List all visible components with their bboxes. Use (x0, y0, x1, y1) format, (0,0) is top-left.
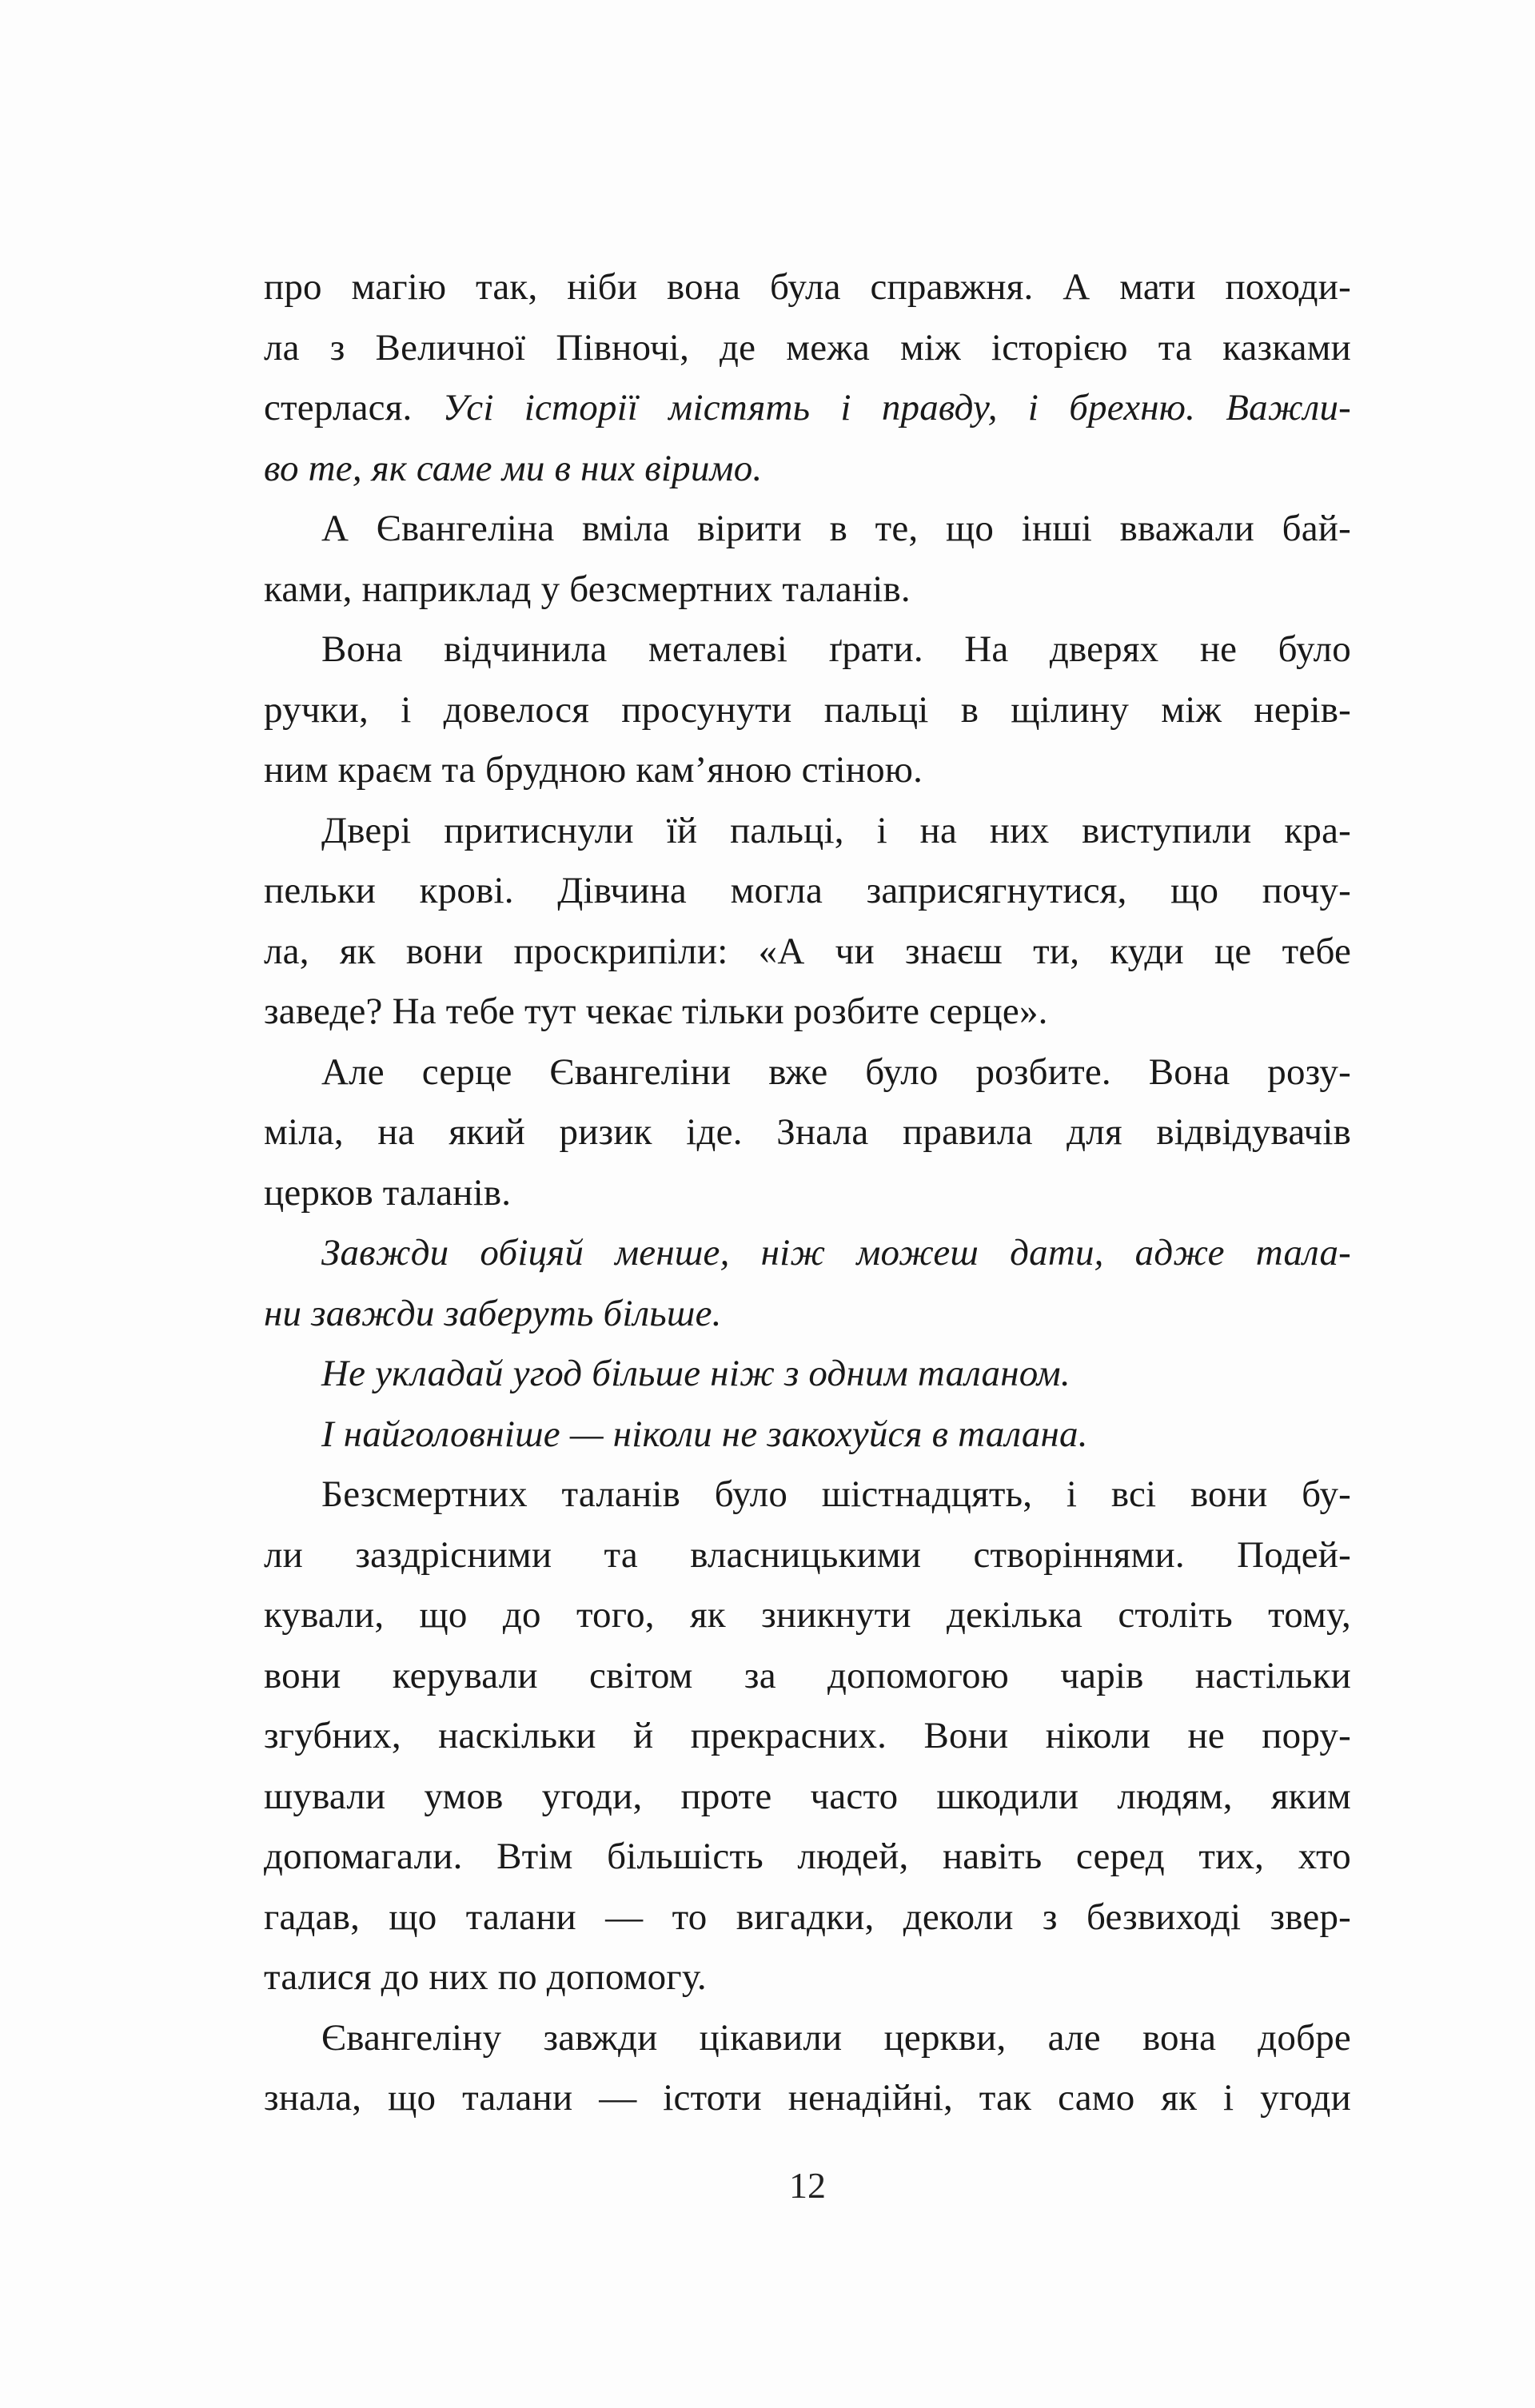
text-segment-italic: Завжди обіцяй менше, ніж можеш дати, адже тала- (321, 1232, 1351, 1274)
text-segment: вони керували світом за допомогою чарів настільки (264, 1654, 1351, 1696)
text-segment: заведе? На тебе тут чекає тільки розбите серце». (264, 991, 1048, 1032)
text-line (264, 740, 1351, 801)
text-segment: стерлася. (264, 387, 443, 429)
text-column (264, 257, 1351, 2129)
text-line (264, 1102, 1351, 1163)
text-segment: ручки, і довелося просунути пальці в щілину між нерів- (264, 688, 1351, 731)
text-line (264, 861, 1351, 922)
text-line (264, 922, 1351, 983)
text-line (264, 1043, 1351, 1103)
text-segment: церков таланів. (264, 1171, 512, 1214)
text-line (264, 1465, 1351, 1525)
text-line (264, 1405, 1351, 1465)
text-line (264, 1706, 1351, 1767)
text-segment: кували, що до того, як зникнути декілька століть тому, (264, 1594, 1351, 1636)
text-segment: допомагали. Втім більшість людей, навіть серед тих, хто (264, 1836, 1351, 1877)
text-line (264, 1646, 1351, 1707)
text-line (264, 439, 1351, 500)
text-line (264, 257, 1351, 318)
text-segment: Вона відчинила металеві ґрати. На дверях не було (321, 628, 1351, 670)
text-line (264, 801, 1351, 862)
text-line (264, 1284, 1351, 1345)
text-segment: ним краєм та брудною кам’яною стіною. (264, 749, 923, 791)
text-segment: про магію так, ніби вона була справжня. А мати походи- (264, 266, 1351, 308)
text-segment: Але серце Євангеліни вже було розбите. Вона розу- (321, 1051, 1351, 1093)
text-segment: Безсмертних таланів було шістнадцять, і всі вони бу- (321, 1473, 1351, 1515)
text-line (264, 982, 1351, 1043)
text-segment: міла, на який ризик іде. Знала правила для відвідувачів (264, 1111, 1351, 1153)
text-segment-italic: во те, як саме ми в них віримо. (264, 447, 763, 489)
text-segment: шували умов угоди, проте часто шкодили людям, яким (264, 1775, 1351, 1817)
text-segment: ла з Величної Півночі, де межа між історією та казками (264, 326, 1351, 369)
text-line (264, 2008, 1351, 2069)
text-line (264, 1163, 1351, 1224)
text-segment: ла, як вони проскрипіли: «А чи знаєш ти, куди це тебе (264, 930, 1351, 972)
text-segment: згубних, наскільки й прекрасних. Вони ніколи не пору- (264, 1715, 1351, 1756)
page-number: 12 (789, 2165, 826, 2206)
text-line (264, 1344, 1351, 1405)
text-line (264, 1585, 1351, 1646)
text-line (264, 680, 1351, 741)
text-line (264, 378, 1351, 439)
text-line (264, 1888, 1351, 1948)
text-line (264, 318, 1351, 379)
text-segment: пельки крові. Дівчина могла заприсягнутися, що почу- (264, 870, 1351, 911)
text-line (264, 1948, 1351, 2008)
text-line (264, 1223, 1351, 1284)
text-line (264, 1767, 1351, 1828)
text-segment: ками, наприклад у безсмертних таланів. (264, 568, 911, 610)
text-segment-italic: І найголовніше — ніколи не закохуйся в талана. (321, 1413, 1088, 1455)
text-segment: Двері притиснули їй пальці, і на них виступили кра- (321, 809, 1351, 851)
text-line (264, 1525, 1351, 1586)
text-segment: гадав, що талани — то вигадки, деколи з безвиході звер- (264, 1896, 1351, 1938)
text-segment-italic: ни завжди заберуть більше. (264, 1292, 722, 1334)
text-segment: Євангеліну завжди цікавили церкви, але вона добре (321, 2016, 1351, 2059)
text-segment: талися до них по допомогу. (264, 1956, 707, 1998)
text-line (264, 2068, 1351, 2129)
text-segment: знала, що талани — істоти ненадійні, так само як і угоди (264, 2077, 1351, 2119)
text-segment-italic: Усі історії містять і правду, і брехню. Важли- (442, 387, 1351, 429)
text-segment-italic: Не укладай угод більше ніж з одним таланом. (321, 1353, 1071, 1394)
text-line (264, 1827, 1351, 1888)
text-segment: А Євангеліна вміла вірити в те, що інші вважали бай- (321, 508, 1351, 549)
text-segment: ли заздрісними та власницькими створіннями. Подей- (264, 1533, 1351, 1576)
text-line (264, 560, 1351, 620)
text-line (264, 620, 1351, 680)
text-line (264, 499, 1351, 560)
